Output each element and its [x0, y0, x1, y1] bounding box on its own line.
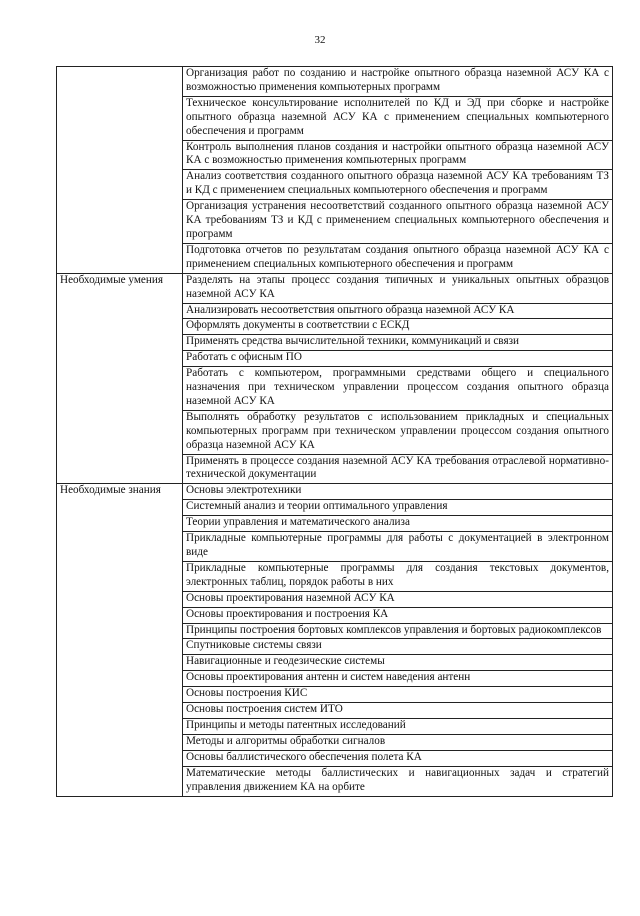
section-item: Навигационные и геодезические системы: [183, 655, 613, 671]
section-item: Теории управления и математического анализа: [183, 516, 613, 532]
section-item: Принципы построения бортовых комплексов управления и бортовых радиокомплексов: [183, 623, 613, 639]
section-item: Методы и алгоритмы обработки сигналов: [183, 734, 613, 750]
section-item: Прикладные компьютерные программы для создания текстовых документов, электронных таблиц, порядок работы в них: [183, 561, 613, 591]
section-item: Организация работ по созданию и настройке опытного образца наземной АСУ КА с возможностью применения компьютерных программ: [183, 67, 613, 97]
section-item: Спутниковые системы связи: [183, 639, 613, 655]
section-item: Выполнять обработку результатов с использованием прикладных и специальных компьютерных программ при техническом управлении процессом создания опытного образца наземной АСУ КА: [183, 410, 613, 454]
section-item: Применять средства вычислительной техники, коммуникаций и связи: [183, 335, 613, 351]
section-item: Анализ соответствия созданного опытного образца наземной АСУ КА требованиям ТЗ и КД с применением специальных компьютерного обеспечения и программ: [183, 170, 613, 200]
section-item: Организация устранения несоответствий созданного опытного образца наземной АСУ КА требованиям ТЗ и КД с применением специальных компьютерного обеспечения и программ: [183, 200, 613, 244]
table-row: [57, 67, 613, 97]
competency-table-body: [57, 67, 613, 797]
section-label: [57, 67, 183, 274]
section-item: Оформлять документы в соответствии с ЕСКД: [183, 319, 613, 335]
section-item: Основы построения систем ИТО: [183, 703, 613, 719]
section-item: Основы проектирования наземной АСУ КА: [183, 591, 613, 607]
table-row: [57, 484, 613, 500]
page-number: 32: [314, 34, 326, 46]
section-item: Анализировать несоответствия опытного образца наземной АСУ КА: [183, 303, 613, 319]
section-item: Прикладные компьютерные программы для работы с документацией в электронном виде: [183, 532, 613, 562]
table-row: [57, 273, 613, 303]
section-item: Основы баллистического обеспечения полета КА: [183, 750, 613, 766]
section-item: Основы проектирования антенн и систем наведения антенн: [183, 671, 613, 687]
section-item: Контроль выполнения планов создания и настройки опытного образца наземной АСУ КА с возможностью применения компьютерных программ: [183, 140, 613, 170]
section-label: Необходимые знания: [57, 484, 183, 796]
section-item: Основы проектирования и построения КА: [183, 607, 613, 623]
section-label: Необходимые умения: [57, 273, 183, 484]
section-item: Техническое консультирование исполнителей по КД и ЭД при сборке и настройке опытного образца наземной АСУ КА с применением специальных компьютерного обеспечения и программ: [183, 96, 613, 140]
section-item: Основы построения КИС: [183, 687, 613, 703]
section-item: Подготовка отчетов по результатам создания опытного образца наземной АСУ КА с применением специальных компьютерного обеспечения и программ: [183, 243, 613, 273]
section-item: Работать с компьютером, программными средствами общего и специального назначения при техническом управлении процессом создания опытного образца наземной АСУ КА: [183, 367, 613, 411]
section-item: Разделять на этапы процесс создания типичных и уникальных опытных образцов наземной АСУ КА: [183, 273, 613, 303]
section-item: Применять в процессе создания наземной АСУ КА требования отраслевой нормативно-технической документации: [183, 454, 613, 484]
competency-table: [56, 66, 613, 797]
section-item: Системный анализ и теории оптимального управления: [183, 500, 613, 516]
section-item: Основы электротехники: [183, 484, 613, 500]
section-item: Принципы и методы патентных исследований: [183, 718, 613, 734]
section-item: Математические методы баллистических и навигационных задач и стратегий управления движением КА на орбите: [183, 766, 613, 796]
section-item: Работать с офисным ПО: [183, 351, 613, 367]
